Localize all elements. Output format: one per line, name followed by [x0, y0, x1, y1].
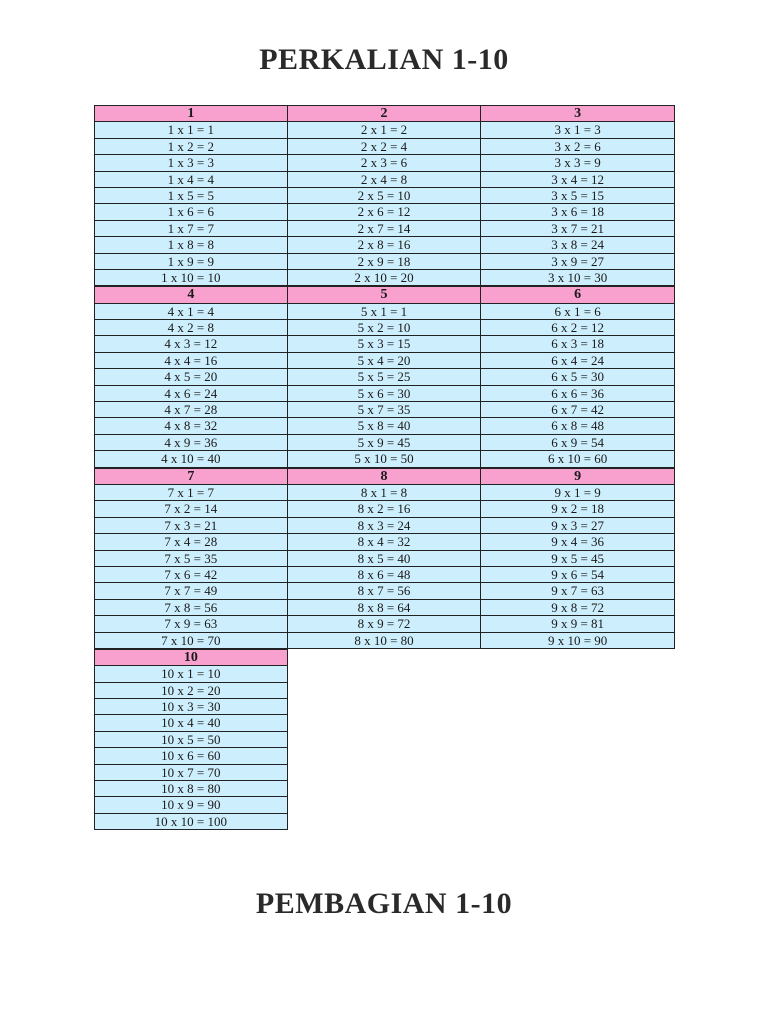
table-cell: 2 x 2 = 4: [287, 138, 482, 155]
table-cell: 4 x 3 = 12: [94, 335, 288, 352]
table-cell: 10 x 4 = 40: [94, 714, 288, 731]
table-cell: 4 x 1 = 4: [94, 303, 288, 320]
table-cell: 4 x 8 = 32: [94, 417, 288, 434]
table-cell: 8 x 2 = 16: [287, 500, 482, 517]
table-cell: 7 x 1 = 7: [94, 484, 288, 501]
table-cell: 9 x 1 = 9: [480, 484, 675, 501]
table-cell: 5 x 4 = 20: [287, 352, 482, 369]
table-cell: 2 x 9 = 18: [287, 253, 482, 270]
table-cell: 10 x 2 = 20: [94, 682, 288, 699]
table-cell: 7 x 5 = 35: [94, 550, 288, 567]
table-cell: 7 x 2 = 14: [94, 500, 288, 517]
table-cell: 3 x 6 = 18: [480, 203, 675, 220]
table-cell: 6 x 5 = 30: [480, 368, 675, 385]
table-cell: 4 x 4 = 16: [94, 352, 288, 369]
table-cell: 3 x 4 = 12: [480, 171, 675, 188]
table-cell: 8 x 9 = 72: [287, 615, 482, 632]
table-cell: 8 x 10 = 80: [287, 632, 482, 649]
table-cell: 6 x 3 = 18: [480, 335, 675, 352]
table-cell: 2 x 6 = 12: [287, 203, 482, 220]
table-group-3: [94, 468, 675, 649]
table-cell: 9 x 4 = 36: [480, 533, 675, 550]
table-header: 2: [287, 105, 482, 122]
times-table-5: [288, 286, 482, 467]
table-cell: 1 x 5 = 5: [94, 187, 288, 204]
table-cell: 9 x 9 = 81: [480, 615, 675, 632]
table-header: 10: [94, 649, 288, 666]
table-cell: 2 x 3 = 6: [287, 154, 482, 171]
table-cell: 5 x 5 = 25: [287, 368, 482, 385]
times-table-1: [94, 105, 288, 286]
times-table-3: [481, 105, 675, 286]
table-cell: 3 x 8 = 24: [480, 236, 675, 253]
table-cell: 3 x 10 = 30: [480, 269, 675, 286]
table-cell: 7 x 10 = 70: [94, 632, 288, 649]
table-cell: 2 x 5 = 10: [287, 187, 482, 204]
table-cell: 8 x 4 = 32: [287, 533, 482, 550]
table-cell: 4 x 10 = 40: [94, 450, 288, 467]
table-cell: 4 x 6 = 24: [94, 385, 288, 402]
table-cell: 9 x 8 = 72: [480, 599, 675, 616]
table-cell: 5 x 3 = 15: [287, 335, 482, 352]
table-cell: 7 x 9 = 63: [94, 615, 288, 632]
table-cell: 4 x 9 = 36: [94, 434, 288, 451]
table-cell: 6 x 2 = 12: [480, 319, 675, 336]
table-cell: 1 x 10 = 10: [94, 269, 288, 286]
table-cell: 5 x 10 = 50: [287, 450, 482, 467]
table-header: 1: [94, 105, 288, 122]
table-cell: 1 x 3 = 3: [94, 154, 288, 171]
table-cell: 5 x 1 = 1: [287, 303, 482, 320]
table-cell: 5 x 8 = 40: [287, 417, 482, 434]
table-cell: 1 x 8 = 8: [94, 236, 288, 253]
table-cell: 2 x 1 = 2: [287, 121, 482, 138]
table-cell: 9 x 2 = 18: [480, 500, 675, 517]
table-cell: 3 x 5 = 15: [480, 187, 675, 204]
table-cell: 10 x 5 = 50: [94, 731, 288, 748]
table-cell: 5 x 6 = 30: [287, 385, 482, 402]
table-cell: 2 x 8 = 16: [287, 236, 482, 253]
table-cell: 2 x 4 = 8: [287, 171, 482, 188]
table-cell: 10 x 3 = 30: [94, 698, 288, 715]
table-cell: 4 x 7 = 28: [94, 401, 288, 418]
times-table-7: [94, 468, 288, 649]
table-group-2: [94, 286, 675, 467]
table-group-4: [94, 649, 675, 830]
table-cell: 6 x 1 = 6: [480, 303, 675, 320]
table-cell: 8 x 1 = 8: [287, 484, 482, 501]
table-cell: 1 x 9 = 9: [94, 253, 288, 270]
times-table-6: [481, 286, 675, 467]
table-cell: 8 x 3 = 24: [287, 517, 482, 534]
table-cell: 10 x 1 = 10: [94, 665, 288, 682]
table-header: 8: [287, 468, 482, 485]
times-table-9: [481, 468, 675, 649]
table-header: 4: [94, 286, 288, 303]
table-cell: 1 x 1 = 1: [94, 121, 288, 138]
table-cell: 6 x 4 = 24: [480, 352, 675, 369]
table-cell: 10 x 9 = 90: [94, 796, 288, 813]
table-cell: 9 x 6 = 54: [480, 566, 675, 583]
table-cell: 10 x 8 = 80: [94, 780, 288, 797]
table-cell: 1 x 6 = 6: [94, 203, 288, 220]
table-cell: 7 x 7 = 49: [94, 582, 288, 599]
table-cell: 6 x 9 = 54: [480, 434, 675, 451]
table-cell: 6 x 6 = 36: [480, 385, 675, 402]
table-cell: 3 x 2 = 6: [480, 138, 675, 155]
table-cell: 8 x 5 = 40: [287, 550, 482, 567]
table-cell: 3 x 7 = 21: [480, 220, 675, 237]
table-cell: 1 x 2 = 2: [94, 138, 288, 155]
table-cell: 9 x 3 = 27: [480, 517, 675, 534]
table-cell: 3 x 9 = 27: [480, 253, 675, 270]
table-header: 7: [94, 468, 288, 485]
table-cell: 6 x 10 = 60: [480, 450, 675, 467]
table-header: 3: [480, 105, 675, 122]
table-cell: 8 x 6 = 48: [287, 566, 482, 583]
table-cell: 8 x 7 = 56: [287, 582, 482, 599]
table-cell: 6 x 7 = 42: [480, 401, 675, 418]
table-cell: 2 x 10 = 20: [287, 269, 482, 286]
table-cell: 6 x 8 = 48: [480, 417, 675, 434]
table-header: 9: [480, 468, 675, 485]
table-cell: 1 x 7 = 7: [94, 220, 288, 237]
table-cell: 3 x 3 = 9: [480, 154, 675, 171]
table-cell: 5 x 2 = 10: [287, 319, 482, 336]
table-cell: 7 x 8 = 56: [94, 599, 288, 616]
table-cell: 7 x 4 = 28: [94, 533, 288, 550]
table-cell: 5 x 7 = 35: [287, 401, 482, 418]
times-table-4: [94, 286, 288, 467]
table-header: 5: [287, 286, 482, 303]
table-cell: 7 x 6 = 42: [94, 566, 288, 583]
section-title: PEMBAGIAN 1-10: [255, 887, 513, 920]
table-cell: 4 x 5 = 20: [94, 368, 288, 385]
table-cell: 7 x 3 = 21: [94, 517, 288, 534]
table-cell: 9 x 7 = 63: [480, 582, 675, 599]
table-header: 6: [480, 286, 675, 303]
table-cell: 9 x 10 = 90: [480, 632, 675, 649]
table-cell: 9 x 5 = 45: [480, 550, 675, 567]
table-cell: 4 x 2 = 8: [94, 319, 288, 336]
table-cell: 5 x 9 = 45: [287, 434, 482, 451]
page-title: PERKALIAN 1-10: [259, 43, 509, 76]
table-group-1: [94, 105, 675, 286]
table-cell: 10 x 7 = 70: [94, 764, 288, 781]
table-cell: 3 x 1 = 3: [480, 121, 675, 138]
table-cell: 8 x 8 = 64: [287, 599, 482, 616]
times-table-10: [94, 649, 288, 830]
table-cell: 2 x 7 = 14: [287, 220, 482, 237]
table-cell: 10 x 10 = 100: [94, 813, 288, 830]
times-table-2: [288, 105, 482, 286]
table-cell: 1 x 4 = 4: [94, 171, 288, 188]
table-cell: 10 x 6 = 60: [94, 747, 288, 764]
times-table-8: [288, 468, 482, 649]
multiplication-tables: [94, 105, 675, 830]
